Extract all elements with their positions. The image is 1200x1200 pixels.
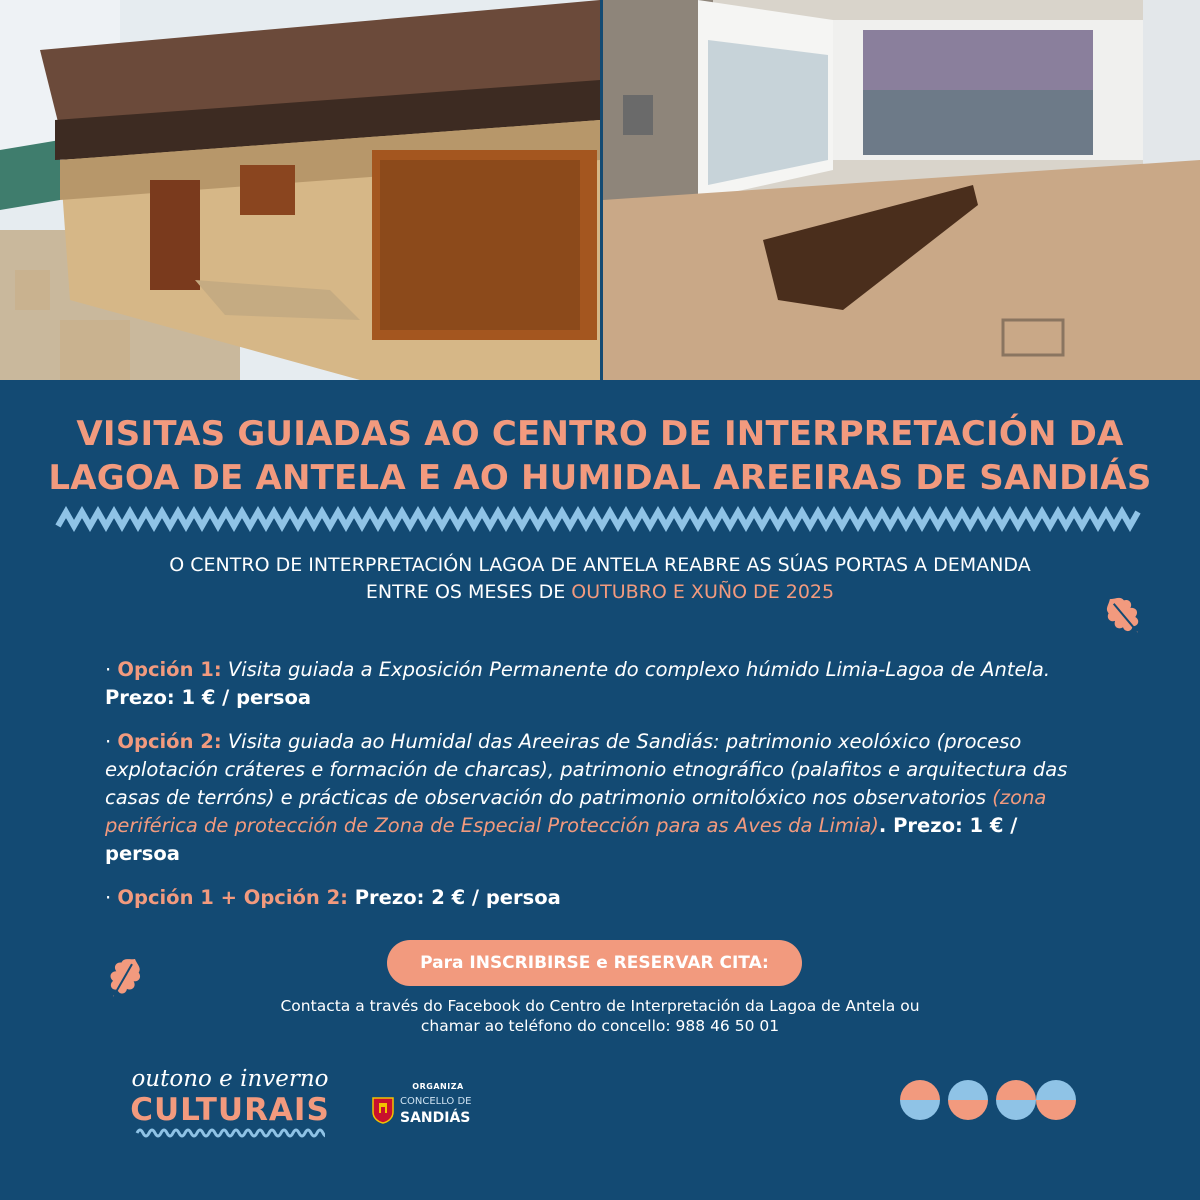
subtitle-line-2 [0, 579, 1200, 606]
bullet: · [105, 658, 118, 681]
organizer-line-1: CONCELLO DE [400, 1096, 472, 1107]
option-2-highlight: (zona periférica de protección de Zona de Especial Protección para as Aves da Limia) [105, 786, 1047, 837]
organizer-label: ORGANIZA [412, 1082, 464, 1091]
option-1-price: Prezo: 1 € / persoa [105, 686, 312, 709]
option-3-price: Prezo: 2 € / persoa [347, 886, 561, 909]
bullet: · [105, 730, 118, 753]
contact-line-2: chamar ao teléfono do concello: 988 46 50 01 [420, 1017, 780, 1035]
oak-leaf-icon [1098, 590, 1150, 642]
header-photos [0, 0, 1200, 380]
campaign-name: CULTURAIS [130, 1092, 330, 1128]
bullet: · [105, 886, 118, 909]
exhibition-photo [603, 0, 1200, 380]
title-line-1: VISITAS GUIADAS AO CENTRO DE INTERPRETACIÓN DA [76, 414, 1124, 454]
title-line-2: LAGOA DE ANTELA E AO HUMIDAL AREEIRAS DE SANDIÁS [48, 458, 1152, 498]
option-2-price: . Prezo: 1 € / persoa [105, 814, 1018, 865]
campaign-script: outono e inverno [131, 1066, 329, 1092]
option-3-label: Opción 1 + Opción 2: [117, 886, 348, 909]
contact-info [0, 996, 1200, 1036]
option-2 [105, 728, 1095, 868]
options-list [105, 656, 1095, 928]
wave-underline [135, 1127, 325, 1139]
coat-of-arms-icon [372, 1096, 394, 1124]
organizer-line-2: SANDIÁS [400, 1110, 471, 1126]
register-button[interactable]: Para INSCRIBIRSE e RESERVAR CITA: [387, 940, 802, 986]
building-photo [0, 0, 600, 380]
contact-line-1: Contacta a través do Facebook do Centro de Interpretación da Lagoa de Antela ou [280, 997, 920, 1015]
decorative-circles [900, 1080, 1080, 1120]
option-3 [105, 884, 1095, 912]
page-title [0, 412, 1200, 500]
organizer-logo [372, 1082, 482, 1132]
zigzag-divider [55, 506, 1145, 532]
option-2-text: Visita guiada ao Humidal das Areeiras de Sandiás: patrimonio xeolóxico (proceso explotación cráteres e formación de charcas), patrimonio etnográfico (palafitos e arquitectura das casas de terróns) e prácticas de observación do patrimonio ornitolóxico nos observatorios [105, 730, 1068, 809]
option-1 [105, 656, 1095, 712]
campaign-logo [125, 1065, 335, 1145]
date-range-highlight: OUTUBRO E XUÑO DE 2025 [571, 581, 835, 603]
subtitle [0, 552, 1200, 606]
subtitle-line-1: O CENTRO DE INTERPRETACIÓN LAGOA DE ANTELA REABRE AS SÚAS PORTAS A DEMANDA [169, 554, 1031, 576]
option-1-label: Opción 1: [117, 658, 222, 681]
option-1-text: Visita guiada a Exposición Permanente do complexo húmido Limia-Lagoa de Antela. [221, 658, 1051, 681]
option-2-label: Opción 2: [117, 730, 222, 753]
subtitle-prefix: ENTRE OS MESES DE [365, 581, 572, 603]
